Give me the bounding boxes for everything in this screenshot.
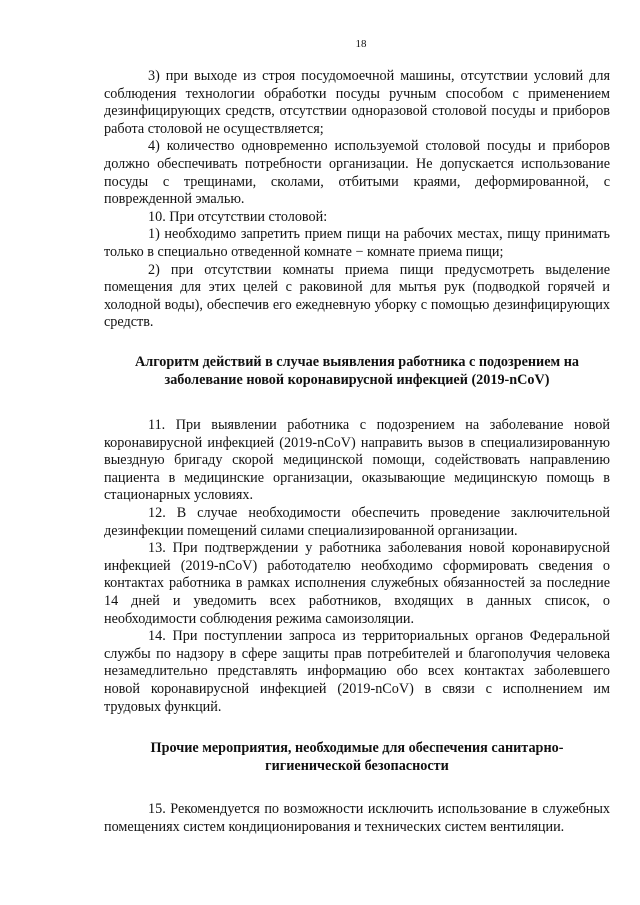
paragraph-3: 3) при выходе из строя посудомоечной машины, отсутствии условий для соблюдения технологии обработки посуды ручным способом с применением дезинфицирующих средств, отсутствии одноразовой столовой посуды и приборов работа столовой не осуществляется;: [104, 68, 610, 137]
paragraph-12: 12. В случае необходимости обеспечить проведение заключительной дезинфекции помещений силами специализированной организации.: [104, 505, 610, 539]
section-heading-algorithm: Алгоритм действий в случае выявления работника с подозрением на заболевание новой коронавирусной инфекцией (2019-nCoV): [134, 353, 580, 388]
page-number: 18: [355, 38, 367, 50]
paragraph-10-1: 1) необходимо запретить прием пищи на рабочих местах, пищу принимать только в специально отведенной комнате − комнате приема пищи;: [104, 226, 610, 260]
paragraph-10-2: 2) при отсутствии комнаты приема пищи предусмотреть выделение помещения для этих целей с раковиной для мытья рук (подводкой горячей и холодной воды), обеспечив его ежедневную уборку с помощью дезинфицирующих средств.: [104, 261, 610, 331]
paragraph-10: 10. При отсутствии столовой:: [148, 208, 328, 225]
paragraph-11: 11. При выявлении работника с подозрением на заболевание новой коронавирусной инфекцией (2019-nCoV) направить вызов в специализированную выездную бригаду скорой медицинской помощи, содействовать направлению пациента в медицинские организации, оказывающие медицинскую помощь в стационарных условиях.: [104, 417, 610, 504]
paragraph-13: 13. При подтверждении у работника заболевания новой коронавирусной инфекцией (2019-nCoV) работодателю необходимо сформировать сведения о контактах работника в рамках исполнения служебных обязанностей за последние 14 дней и уведомить всех работников, входящих в данных список, о необходимости соблюдения режима самоизоляции.: [104, 540, 610, 627]
paragraph-15: 15. Рекомендуется по возможности исключить использование в служебных помещениях систем кондиционирования и технических систем вентиляции.: [104, 801, 610, 835]
paragraph-14: 14. При поступлении запроса из территориальных органов Федеральной службы по надзору в сфере защиты прав потребителей и благополучия человека незамедлительно представлять информацию обо всех контактах заболевшего новой коронавирусной инфекцией (2019-nCoV) в связи с исполнением им трудовых функций.: [104, 628, 610, 715]
section-heading-other-measures: Прочие мероприятия, необходимые для обеспечения санитарно-гигиенической безопасности: [150, 740, 564, 774]
paragraph-4: 4) количество одновременно используемой столовой посуды и приборов должно обеспечивать потребности организации. Не допускается использование посуды с трещинами, сколами, отбитыми краями, деформированной, с поврежденной эмалью.: [104, 138, 610, 208]
